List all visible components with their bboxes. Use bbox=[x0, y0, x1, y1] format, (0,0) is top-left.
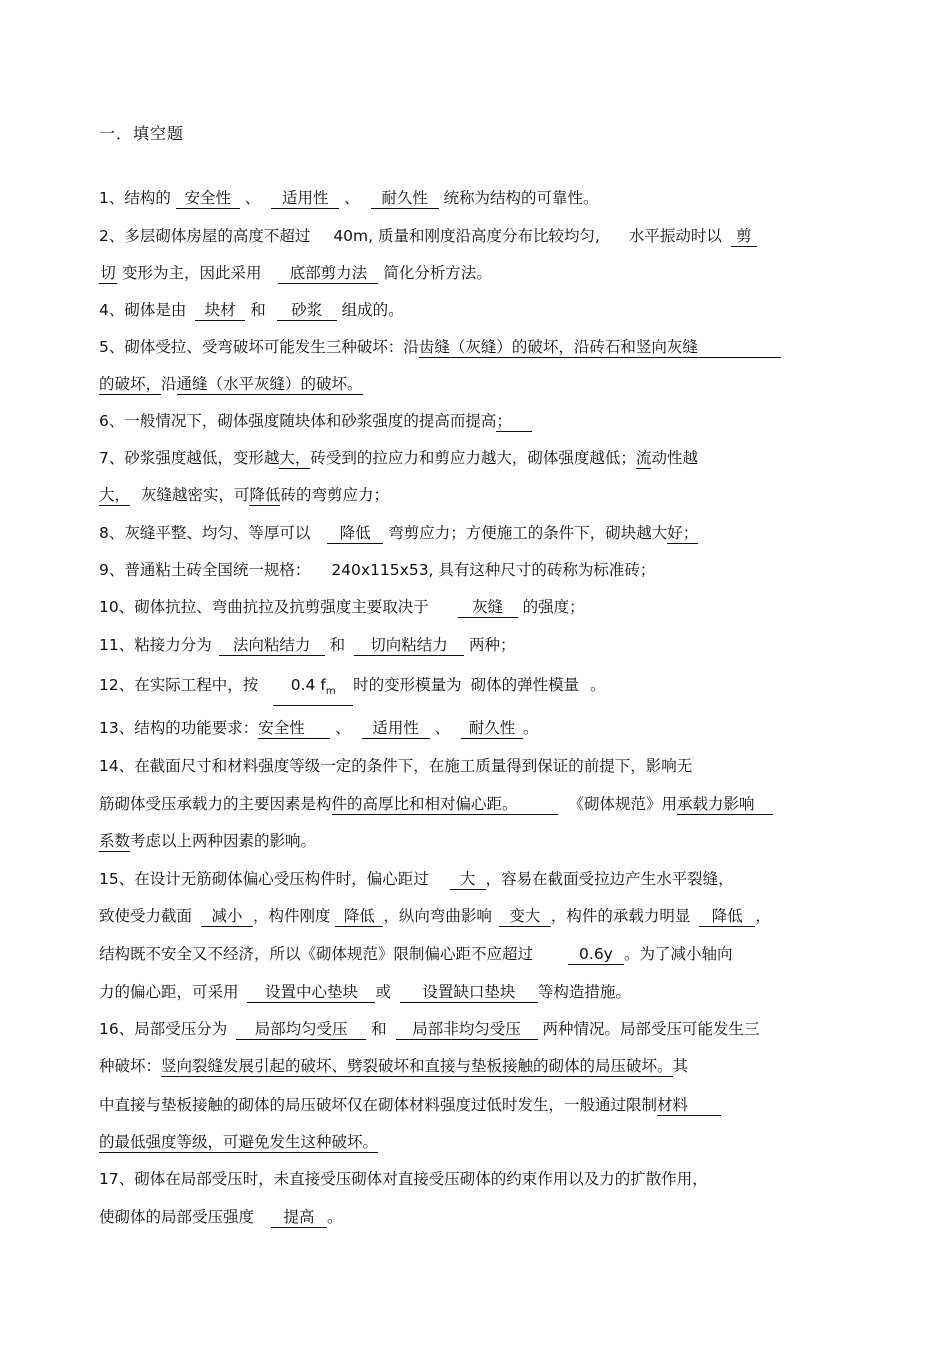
q15-text-k: 或 bbox=[375, 983, 391, 1001]
q15-answer-1: 大 bbox=[450, 870, 486, 890]
q16-text-f: 中直接与垫板接触的砌体的局压破坏仅在砌体材料强度过低时发生，一般通过限制 bbox=[99, 1096, 658, 1114]
q5-answer-1-cont: 的破坏， bbox=[99, 375, 162, 393]
q7-answer-2: 流 bbox=[635, 449, 652, 467]
q9-prefix: 9、普通粘土砖全国统一规格： bbox=[99, 561, 311, 579]
q13-answer-1: 安全性 bbox=[258, 719, 330, 739]
q5-prefix: 5、砌体受拉、受弯破坏可能发生三种破坏：沿 bbox=[99, 338, 419, 356]
q9-answer: 240x115x53, bbox=[331, 561, 434, 579]
q15-answer-7: 设置中心垫块 bbox=[247, 983, 375, 1003]
question-11 bbox=[99, 633, 835, 657]
q7-text-d: 动性越 bbox=[651, 449, 698, 467]
q16-text-a: 16、局部受压分为 bbox=[99, 1020, 228, 1038]
question-16-line-2 bbox=[99, 1054, 835, 1078]
q4-middle: 和 bbox=[250, 301, 266, 319]
question-13 bbox=[99, 716, 835, 740]
q12-answer-1-sub: m bbox=[325, 686, 336, 698]
q14-text-c: 考虑以上两种因素的影响。 bbox=[130, 832, 317, 850]
q1-answer-2: 适用性 bbox=[271, 189, 339, 209]
q5-answer-2: 通缝（水平灰缝）的破坏。 bbox=[176, 375, 363, 393]
q1-answer-3: 耐久性 bbox=[371, 189, 439, 209]
q8-middle: 弯剪应力；方便施工的条件下，砌块越大 bbox=[388, 524, 668, 542]
q7-text-c: 砌体强度越低； bbox=[527, 449, 636, 467]
q1-sep-2: 、 bbox=[344, 189, 360, 207]
question-15-line-4 bbox=[99, 980, 835, 1004]
question-12 bbox=[99, 672, 835, 696]
q15-answer-5: 降低 bbox=[699, 907, 755, 927]
q16-answer-4-cont: 的最低强度等级，可避免发生这种破坏。 bbox=[99, 1133, 379, 1151]
q2-middle-2: 水平振动时以 bbox=[628, 227, 722, 245]
q15-text-g: ， bbox=[755, 907, 771, 925]
q12-answer-2: 砌体的弹性模量 bbox=[470, 676, 580, 694]
q16-text-d: 种破坏： bbox=[99, 1057, 162, 1075]
q17-line-1: 17、砌体在局部受压时，未直接受压砌体对直接受压砌体的约束作用以及力的扩散作用， bbox=[99, 1170, 708, 1188]
q12-suffix: 。 bbox=[590, 676, 606, 694]
q4-answer-2: 砂浆 bbox=[277, 301, 337, 321]
question-7 bbox=[99, 446, 835, 470]
question-17 bbox=[99, 1167, 835, 1191]
q7-text-a: 7、砂浆强度越低，变形越 bbox=[99, 449, 280, 467]
q11-prefix: 11、粘接力分为 bbox=[99, 636, 212, 654]
q5-answer-1: 齿缝（灰缝）的破坏，沿砖石和竖向灰缝 bbox=[419, 338, 781, 358]
q15-text-f: ，构件的承载力明显 bbox=[550, 907, 691, 925]
question-2-line-2 bbox=[99, 261, 835, 285]
question-16 bbox=[99, 1017, 835, 1041]
q14-text-b: 《砌体规范》用 bbox=[568, 795, 677, 813]
q10-answer: 灰缝 bbox=[458, 598, 518, 618]
q15-answer-4: 变大 bbox=[499, 907, 551, 927]
q12-answer-1 bbox=[273, 672, 353, 706]
q12-prefix: 12、在实际工程中，按 bbox=[99, 676, 259, 694]
question-5 bbox=[99, 335, 835, 359]
q2-answer-2: 底部剪力法 bbox=[278, 264, 378, 284]
question-9 bbox=[99, 558, 835, 582]
question-15-line-3 bbox=[99, 942, 835, 966]
question-5-line-2 bbox=[99, 372, 835, 396]
q15-answer-6: 0.6y bbox=[568, 945, 624, 965]
question-10 bbox=[99, 595, 835, 619]
q15-text-i: 。为了减小轴向 bbox=[623, 945, 733, 963]
q17-text-b: 。 bbox=[326, 1208, 343, 1226]
section-heading: 一．填空题 bbox=[99, 124, 185, 143]
q16-text-c: 两种情况。局部受压可能发生三 bbox=[542, 1020, 760, 1038]
q16-text-b: 和 bbox=[371, 1020, 387, 1038]
q4-answer-1: 块材 bbox=[195, 301, 245, 321]
q16-answer-3: 竖向裂缝发展引起的破坏、劈裂破坏和直接与垫板接触的砌体的局压破坏。 bbox=[161, 1057, 673, 1075]
q17-text-a: 使砌体的局部受压强度 bbox=[99, 1208, 255, 1226]
question-2 bbox=[99, 224, 835, 248]
q7-answer-2-cont: 大， bbox=[99, 486, 131, 504]
question-14-line-3 bbox=[99, 829, 835, 853]
q8-answer-2: 好； bbox=[667, 524, 699, 542]
q5-line2-prefix: 沿 bbox=[161, 375, 177, 393]
q7-text-f: 砖的弯剪应力； bbox=[280, 486, 389, 504]
q10-prefix: 10、砌体抗拉、弯曲抗拉及抗剪强度主要取决于 bbox=[99, 598, 429, 616]
q13-answer-2: 适用性 bbox=[362, 719, 430, 739]
question-15 bbox=[99, 867, 835, 891]
q14-answer-1: 件的高厚比和相对偏心距。 bbox=[332, 795, 558, 815]
q15-text-c: 致使受力截面 bbox=[99, 907, 193, 925]
q15-text-j: 力的偏心距，可采用 bbox=[99, 983, 239, 1001]
question-14-line-2 bbox=[99, 792, 835, 816]
q2-value: 40m, bbox=[333, 227, 374, 245]
q13-sep-1: 、 bbox=[335, 719, 351, 737]
q2-answer-1b: 切 bbox=[100, 264, 116, 282]
q2-answer-1a: 剪 bbox=[731, 227, 757, 247]
q16-answer-2: 局部非均匀受压 bbox=[396, 1020, 538, 1040]
q7-answer-1: 大， bbox=[279, 449, 311, 467]
q6-text: 6、一般情况下，砌体强度随块体和砂浆强度的提高而提高 bbox=[99, 412, 497, 430]
q14-line-1: 14、在截面尺寸和材料强度等级一定的条件下，在施工质量得到保证的前提下，影响无 bbox=[99, 757, 693, 775]
q13-sep-2: 、 bbox=[434, 719, 451, 737]
q15-text-b: ，容易在截面受拉边产生水平裂缝， bbox=[485, 870, 734, 888]
q15-text-d: ，构件刚度 bbox=[252, 907, 331, 925]
q16-text-e: 其 bbox=[672, 1057, 689, 1075]
question-8 bbox=[99, 521, 835, 545]
q16-answer-4: 材料 bbox=[657, 1096, 721, 1116]
q15-text-e: ，纵向弯曲影响 bbox=[383, 907, 492, 925]
q14-text-a: 筋砌体受压承载力的主要因素是构 bbox=[99, 795, 332, 813]
question-6 bbox=[99, 409, 835, 433]
q15-answer-2: 减小 bbox=[201, 907, 253, 927]
q12-answer-1-text: 0.4 f bbox=[290, 676, 326, 694]
question-14 bbox=[99, 754, 835, 778]
question-4 bbox=[99, 298, 835, 322]
q7-text-e: 灰缝越密实，可 bbox=[140, 486, 250, 504]
q2-middle: 质量和刚度沿高度分布比较均匀, bbox=[378, 227, 600, 245]
q2-prefix: 2、多层砌体房屋的高度不超过 bbox=[99, 227, 311, 245]
q15-answer-3: 降低 bbox=[335, 907, 383, 927]
q15-text-h: 结构既不安全又不经济，所以《砌体规范》限制偏心距不应超过 bbox=[99, 945, 534, 963]
question-16-line-3 bbox=[99, 1093, 835, 1117]
q12-middle: 时的变形模量为 bbox=[353, 676, 462, 694]
question-16-line-4 bbox=[99, 1130, 835, 1154]
q2-line2-middle: 变形为主，因此采用 bbox=[121, 264, 262, 282]
question-15-line-2 bbox=[99, 904, 835, 928]
q8-answer-1: 降低 bbox=[327, 524, 383, 544]
q14-answer-2-cont: 系数 bbox=[99, 832, 131, 850]
question-1 bbox=[99, 186, 835, 210]
q4-prefix: 4、砌体是由 bbox=[99, 301, 187, 319]
q13-suffix: 。 bbox=[523, 719, 539, 737]
q1-answer-1: 安全性 bbox=[176, 189, 240, 209]
q8-prefix: 8、灰缝平整、均匀、等厚可以 bbox=[99, 524, 311, 542]
q17-answer: 提高 bbox=[271, 1208, 327, 1228]
q1-sep-1: 、 bbox=[244, 189, 261, 207]
q13-answer-3: 耐久性 bbox=[461, 719, 523, 739]
q11-middle: 和 bbox=[329, 636, 346, 654]
question-17-line-2 bbox=[99, 1205, 835, 1229]
q11-answer-1: 法向粘结力 bbox=[219, 636, 325, 656]
q4-suffix: 组成的。 bbox=[341, 301, 404, 319]
q11-answer-2: 切向粘结力 bbox=[354, 636, 464, 656]
q15-answer-8: 设置缺口垫块 bbox=[400, 983, 538, 1003]
q14-answer-2: 承载力影响 bbox=[677, 795, 773, 815]
q6-answer: ； bbox=[496, 412, 532, 432]
q1-suffix: 统称为结构的可靠性。 bbox=[443, 189, 599, 207]
q11-suffix: 两种； bbox=[469, 636, 516, 654]
q7-text-b: 砖受到的拉应力和剪应力越大， bbox=[310, 449, 528, 467]
q15-text-l: 等构造措施。 bbox=[537, 983, 631, 1001]
q16-answer-1: 局部均匀受压 bbox=[236, 1020, 366, 1040]
question-7-line-2 bbox=[99, 483, 835, 507]
q10-suffix: 的强度； bbox=[522, 598, 585, 616]
q7-answer-3: 降低 bbox=[249, 486, 281, 504]
q2-suffix: 简化分析方法。 bbox=[383, 264, 492, 282]
q1-prefix: 1、结构的 bbox=[99, 189, 171, 207]
q15-text-a: 15、在设计无筋砌体偏心受压构件时，偏心距过 bbox=[99, 870, 429, 888]
q9-suffix: 具有这种尺寸的砖称为标准砖； bbox=[438, 561, 656, 579]
q13-prefix: 13、结构的功能要求： bbox=[99, 719, 259, 737]
